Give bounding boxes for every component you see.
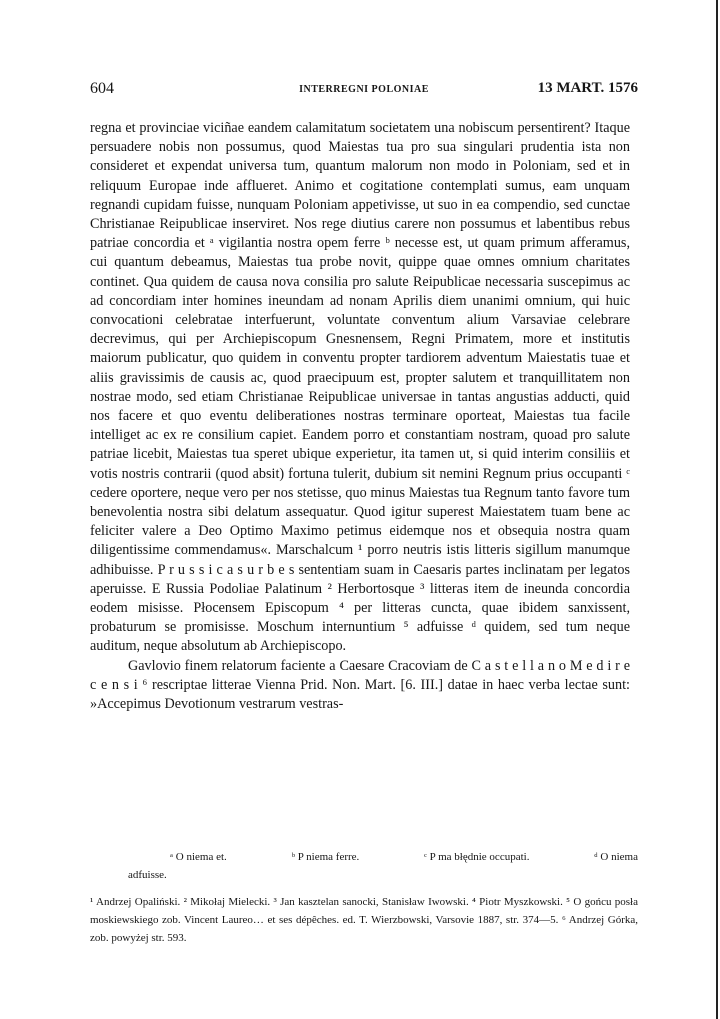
header-date: 13 MART. 1576 xyxy=(537,80,638,96)
apparatus-note-a: ᵃ O niema et. xyxy=(170,851,227,863)
scan-edge xyxy=(716,0,718,1019)
paragraph-continuation: regna et provinciae viciñae eandem calamitatum societatem una nobiscum persentirent? Itaque persuadere nobis non possumus, quod Maiestas tua pro sua singulari prudentia ista non consideret et expendat universa tum, quantum malorum non modo in Poloniam, sed et in reliquum Europae inde afflueret. Animo et cogitatione contemplati sumus, eam unquam regnandi cupidam fuisse, nunquam Poloniam appetivisse, ut suo in ea compendio, sed cunctae Christianae Reipublicae inserviret. Nos rege diutius carere non possumus et labentibus rebus patriae concordia et ᵃ vigilantia nostra opem ferre ᵇ necesse est, ut quam primum afferamus, cui quantum debeamus, Maiestas tua probe novit, quippe quae omnes omnium charitates continet. Qua quidem de causa nova consilia pro salute Reipublicae necessaria suscepimus ac ad concordiam inter homines ineundam ad nonam Aprilis diem unanimi omnium, qui huic convocationi celebratae interfuerunt, voluntate conventum alium Varsaviae celebrare decrevimus, qui per Archiepiscopum Gnesnensem, Regni Primatem, more et institutis maiorum publicatur, quo quidem in conventu propter tardiorem adventum Maiestatis tuae et aliis gravissimis de causis ac, quod praecipuum est, propter salutem et tranquillitatem non nostrae modo, sed etiam Christianae Reipublicae universae in tantas angustias adducti, quid nos facere et quo eventu deliberationes nostras terminare oporteat, Maiestas tua facile intelliget ac ex re consilium capiet. Eandem porro et constantiam nostram, quoad pro salute patriae licebit, Maiestas tua speret ubique experietur, ita tamen ut, si quid interim consiliis et votis nostris contrarii (quod absit) fortuna tulerit, dubium sit nemini Regnum prius occupanti ᶜ cedere oportere, neque vero per nos stetisse, quo minus Maiestas tua Regnum tanto favore tum benevolentia nostra sibi delatum assequatur. Quod igitur superest Maiestatem tuam bene ac feliciter valere a Deo Optimo Maximo petimus eidemque nos et obsequia nostra quam diligentissime commendamus«. Marschalcum ¹ porro neutris istis litteris sigillum manumque adhibuisse. P r u s s i c a s u r b e s sententiam suam in Caesaris partes inclinatam per legatos aperuisse. E Russia Podoliae Palatinum ² Herbortosque ³ litteras item de ineunda concordia eodem misisse. Płocensem Episcopum ⁴ per litteras cuncta, quae ibidem sanxissent, probaturum se promisisse. Moschum internuntium ⁵ adfuisse ᵈ quidem, sed tum neque auditum, neque absolutum ab Archiepiscopo. xyxy=(90,120,630,655)
critical-apparatus xyxy=(90,848,638,884)
paragraph-gavlovio: Gavlovio finem relatorum faciente a Caesare Cracoviam de C a s t e l l a n o M e d i r e c e n s i ⁶ rescriptae litterae Vienna Prid. Non. Mart. [6. III.] datae in haec verba lectae sunt: »Accepimus Devotionum vestrarum vestras- xyxy=(90,657,630,713)
apparatus-note-c: ᶜ P ma błędnie occupati. xyxy=(424,851,530,863)
running-title: INTERREGNI POLONIAE xyxy=(299,84,429,95)
apparatus-note-b: ᵇ P niema ferre. xyxy=(291,851,360,863)
main-text xyxy=(90,119,630,714)
footnotes xyxy=(90,893,638,947)
page-number: 604 xyxy=(90,80,114,97)
apparatus-note-d: ᵈ O niema xyxy=(594,851,638,863)
footnote-text: ¹ Andrzej Opaliński. ² Mikołaj Mielecki. ³ Jan kasztelan sanocki, Stanisław Iwowski. ⁴ Piotr Myszkowski. ⁵ O gońcu posła moskiewskiego zob. Vincent Laureo… et ses dépêches. ed. T. Wierzbowski, Varsovie 1887, str. 374—5. ⁶ Andrzej Górka, zob. powyżej str. 593. xyxy=(90,896,638,944)
running-header xyxy=(90,80,638,104)
apparatus-note-d-continuation: adfuisse. xyxy=(128,869,167,881)
